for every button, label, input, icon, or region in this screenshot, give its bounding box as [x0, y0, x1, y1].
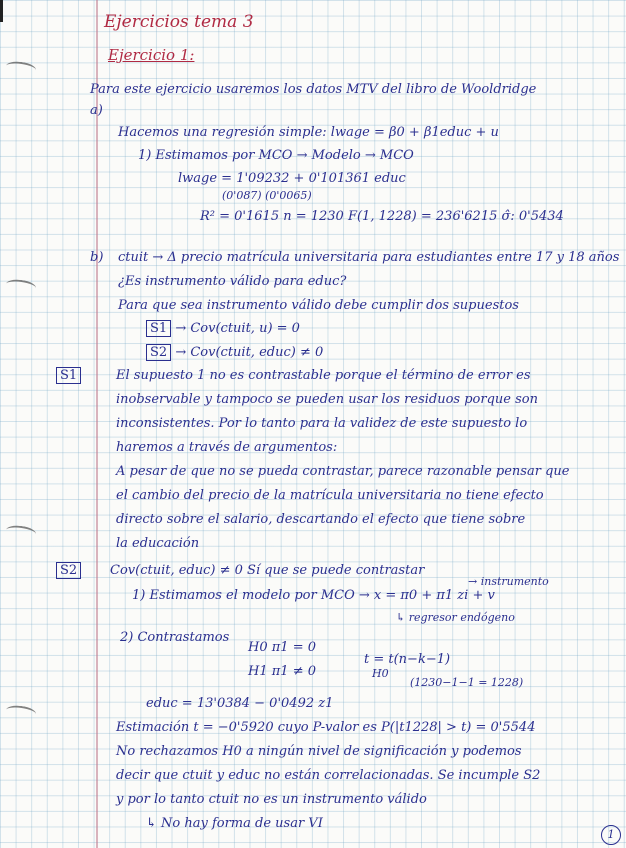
exercise-heading: Ejercicio 1:	[108, 46, 195, 64]
section-tag: S2	[56, 562, 81, 579]
null-hypothesis: H0 π1 = 0	[248, 640, 316, 655]
assumption-s2-row	[146, 345, 323, 361]
part-b-label: b)	[90, 250, 104, 265]
first-stage-fit: educ = 13'0384 − 0'0492 z1	[146, 696, 334, 711]
s1-line: haremos a través de argumentos:	[116, 440, 338, 455]
endogenous-note: ↳ regresor endógeno	[396, 611, 515, 624]
fitted-equation: lwage = 1'09232 + 0'101361 educ	[178, 171, 406, 186]
t-statistic-subscript: H0	[372, 667, 389, 680]
degrees-of-freedom: (1230−1−1 = 1228)	[410, 676, 524, 689]
fit-statistics: R² = 0'1615 n = 1230 F(1, 1228) = 236'6215 σ̂: 0'5434	[200, 209, 564, 224]
binder-ring	[5, 60, 36, 76]
s1-line: inconsistentes. Por lo tanto para la validez de este supuesto lo	[116, 416, 528, 431]
page-edge-mark	[0, 0, 3, 22]
assumption-text: → Cov(ctuit, u) = 0	[175, 321, 300, 336]
t-statistic: t = t(n−k−1)	[364, 652, 451, 667]
s1-section-tag	[56, 368, 81, 384]
s1-line: la educación	[116, 536, 200, 551]
s1-line: inobservable y tampoco se pueden usar los residuos porque son	[116, 392, 538, 407]
conclusion-line: y por lo tanto ctuit no es un instrumento válido	[116, 792, 427, 807]
estimation-step: 1) Estimamos por MCO → Modelo → MCO	[138, 148, 414, 163]
page-number: 1	[601, 825, 621, 845]
page-title: Ejercicios tema 3	[104, 12, 254, 32]
assumption-tag: S1	[146, 320, 171, 337]
s2-line: Cov(ctuit, educ) ≠ 0 Sí que se puede contrastar	[110, 563, 425, 578]
margin-line	[96, 0, 98, 848]
binder-ring	[5, 278, 36, 294]
conclusion-line: No rechazamos H0 a ningún nivel de significación y podemos	[116, 744, 522, 759]
assumption-tag: S2	[146, 344, 171, 361]
s2-section-tag	[56, 563, 81, 579]
assumptions-intro: Para que sea instrumento válido debe cumplir dos supuestos	[118, 298, 519, 313]
instrument-note: → instrumento	[468, 575, 549, 588]
s2-step-2: 2) Contrastamos	[120, 630, 230, 645]
binder-ring	[5, 704, 36, 720]
ctuit-definition: ctuit → Δ precio matrícula universitaria para estudiantes entre 17 y 18 años	[118, 250, 620, 265]
intro-line: Para este ejercicio usaremos los datos MTV del libro de Wooldridge	[90, 82, 537, 97]
s1-line: El supuesto 1 no es contrastable porque el término de error es	[116, 368, 531, 383]
question-line: ¿Es instrumento válido para educ?	[118, 274, 347, 289]
assumption-text: → Cov(ctuit, educ) ≠ 0	[175, 345, 324, 360]
estimation-result: Estimación t = −0'5920 cuyo P-valor es P(|t1228| > t) = 0'5544	[116, 720, 536, 735]
section-tag: S1	[56, 367, 81, 384]
s1-line: el cambio del precio de la matrícula universitaria no tiene efecto	[116, 488, 544, 503]
conclusion-line: decir que ctuit y educ no están correlacionadas. Se incumple S2	[116, 768, 541, 783]
s2-step-1: 1) Estimamos el modelo por MCO → x = π0 + π1 zi + v	[132, 588, 495, 603]
assumption-s1-row	[146, 321, 300, 337]
standard-errors: (0'087) (0'0065)	[222, 189, 312, 202]
conclusion-line: ↳ No hay forma de usar VI	[146, 816, 323, 831]
s1-line: directo sobre el salario, descartando el efecto que tiene sobre	[116, 512, 526, 527]
part-a-label: a)	[90, 103, 103, 118]
binder-ring	[5, 524, 36, 540]
alternative-hypothesis: H1 π1 ≠ 0	[248, 664, 316, 679]
regression-line: Hacemos una regresión simple: lwage = β0 + β1educ + u	[118, 125, 499, 140]
s1-line: A pesar de que no se pueda contrastar, parece razonable pensar que	[116, 464, 570, 479]
